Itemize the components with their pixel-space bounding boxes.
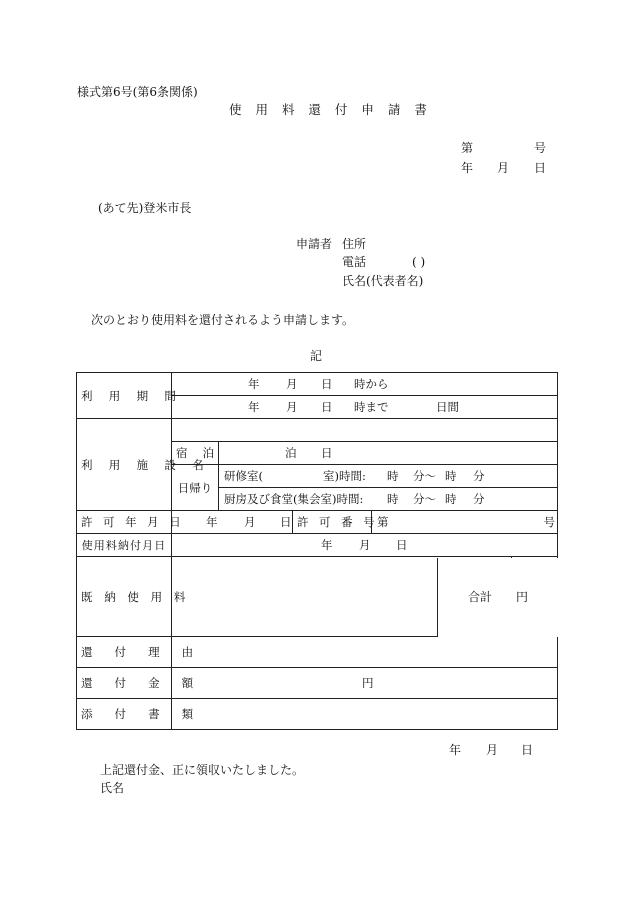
- footer-date-day: 日: [521, 743, 534, 757]
- pay-date-month: 月: [359, 538, 371, 552]
- permit-date-year: 年: [206, 515, 218, 529]
- period-to-tail: 時まで: [354, 400, 389, 414]
- amount-yen: 円: [362, 676, 374, 690]
- stay-cell[interactable]: [219, 442, 558, 465]
- kitchen-room-label: 厨房及び食堂(集会室)時間:: [224, 492, 364, 506]
- permit-dai: 第: [377, 515, 389, 529]
- facility-row-blank: [77, 419, 558, 442]
- doc-number-go: 号: [534, 141, 547, 155]
- period-from-tail: 時から: [354, 377, 389, 391]
- kitchen-start-min: 分〜: [413, 492, 436, 506]
- training-start-hour: 時: [387, 469, 399, 483]
- amount-row: [77, 668, 558, 699]
- receipt-name: 氏名: [100, 781, 125, 795]
- period-row-from: [77, 373, 558, 396]
- training-start-min: 分〜: [413, 469, 436, 483]
- doc-number-dai: 第: [461, 141, 474, 155]
- applicant-address: 住所: [342, 237, 367, 251]
- stay-haku: 泊: [285, 446, 297, 460]
- permit-no-cell[interactable]: [372, 511, 558, 534]
- applicant-name: 氏名(代表者名): [342, 274, 424, 288]
- attach-row: [77, 699, 558, 730]
- period-to-day: 日: [321, 400, 333, 414]
- facility-label: 利 用 施 設 名: [77, 419, 172, 511]
- permit-no-label: 許 可 番 号: [293, 511, 372, 534]
- training-end-min: 分: [473, 469, 485, 483]
- applicant-label: 申請者: [296, 237, 333, 251]
- stay-label: 宿 泊: [172, 442, 219, 465]
- permit-date-label: 許 可 年 月 日: [77, 511, 172, 534]
- paid-label: 既 納 使 用 料: [77, 557, 172, 637]
- pay-date-day: 日: [396, 538, 408, 552]
- period-to-month: 月: [286, 400, 298, 414]
- applicant-phone-paren: ( ): [412, 255, 426, 269]
- period-to-year: 年: [248, 400, 260, 414]
- training-room-label: 研修室(: [224, 469, 263, 483]
- footer-date-month: 月: [486, 743, 499, 757]
- date-day: 日: [534, 161, 547, 175]
- permit-date-month: 月: [244, 515, 256, 529]
- kitchen-start-hour: 時: [387, 492, 399, 506]
- training-room-cell[interactable]: [219, 465, 558, 488]
- reason-row: [77, 637, 558, 668]
- kitchen-room-cell[interactable]: [219, 488, 558, 511]
- pay-date-row: [77, 534, 558, 557]
- period-from-day: 日: [321, 377, 333, 391]
- permit-date-day: 日: [280, 515, 292, 529]
- ki-mark: 記: [310, 349, 323, 363]
- period-from-year: 年: [248, 377, 260, 391]
- pay-date-label: 使用料納付月日: [77, 534, 172, 557]
- form-number: 様式第6号(第6条関係): [77, 85, 198, 99]
- intro-text: 次のとおり使用料を還付されるよう申請します。: [91, 313, 355, 327]
- reason-cell[interactable]: [172, 637, 558, 668]
- pay-date-year: 年: [321, 538, 333, 552]
- training-end-hour: 時: [445, 469, 457, 483]
- refund-form-table: [76, 372, 558, 730]
- receipt-text: 上記還付金、正に領収いたしました。: [100, 763, 305, 777]
- period-from-month: 月: [286, 377, 298, 391]
- applicant-phone: 電話: [342, 255, 367, 269]
- amount-cell[interactable]: [172, 668, 558, 699]
- date-year: 年: [461, 161, 474, 175]
- stay-nichi: 日: [321, 446, 333, 460]
- period-to-cell[interactable]: [172, 396, 558, 419]
- daytrip-label: 日帰り: [172, 465, 219, 511]
- permit-date-cell[interactable]: [172, 511, 293, 534]
- total-yen: 円: [516, 590, 529, 604]
- training-room-suffix: 室)時間:: [323, 469, 366, 483]
- facility-name-cell[interactable]: [172, 419, 558, 442]
- period-days: 日間: [436, 400, 459, 414]
- total-label: 合計: [468, 590, 493, 604]
- amount-label: 還 付 金 額: [77, 668, 172, 699]
- period-label: 利 用 期 間: [77, 373, 172, 419]
- attach-cell[interactable]: [172, 699, 558, 730]
- page-title: 使 用 料 還 付 申 請 書: [229, 102, 432, 117]
- footer-date-year: 年: [449, 743, 462, 757]
- permit-go: 号: [543, 515, 556, 529]
- reason-label: 還 付 理 由: [77, 637, 172, 668]
- attach-label: 添 付 書 類: [77, 699, 172, 730]
- period-from-cell[interactable]: [172, 373, 558, 396]
- kitchen-end-hour: 時: [445, 492, 457, 506]
- pay-date-cell[interactable]: [172, 534, 558, 557]
- date-month: 月: [497, 161, 510, 175]
- kitchen-end-min: 分: [473, 492, 485, 506]
- addressee: (あて先)登米市長: [98, 201, 192, 215]
- paid-total-box[interactable]: [437, 558, 558, 637]
- permit-row: [77, 511, 558, 534]
